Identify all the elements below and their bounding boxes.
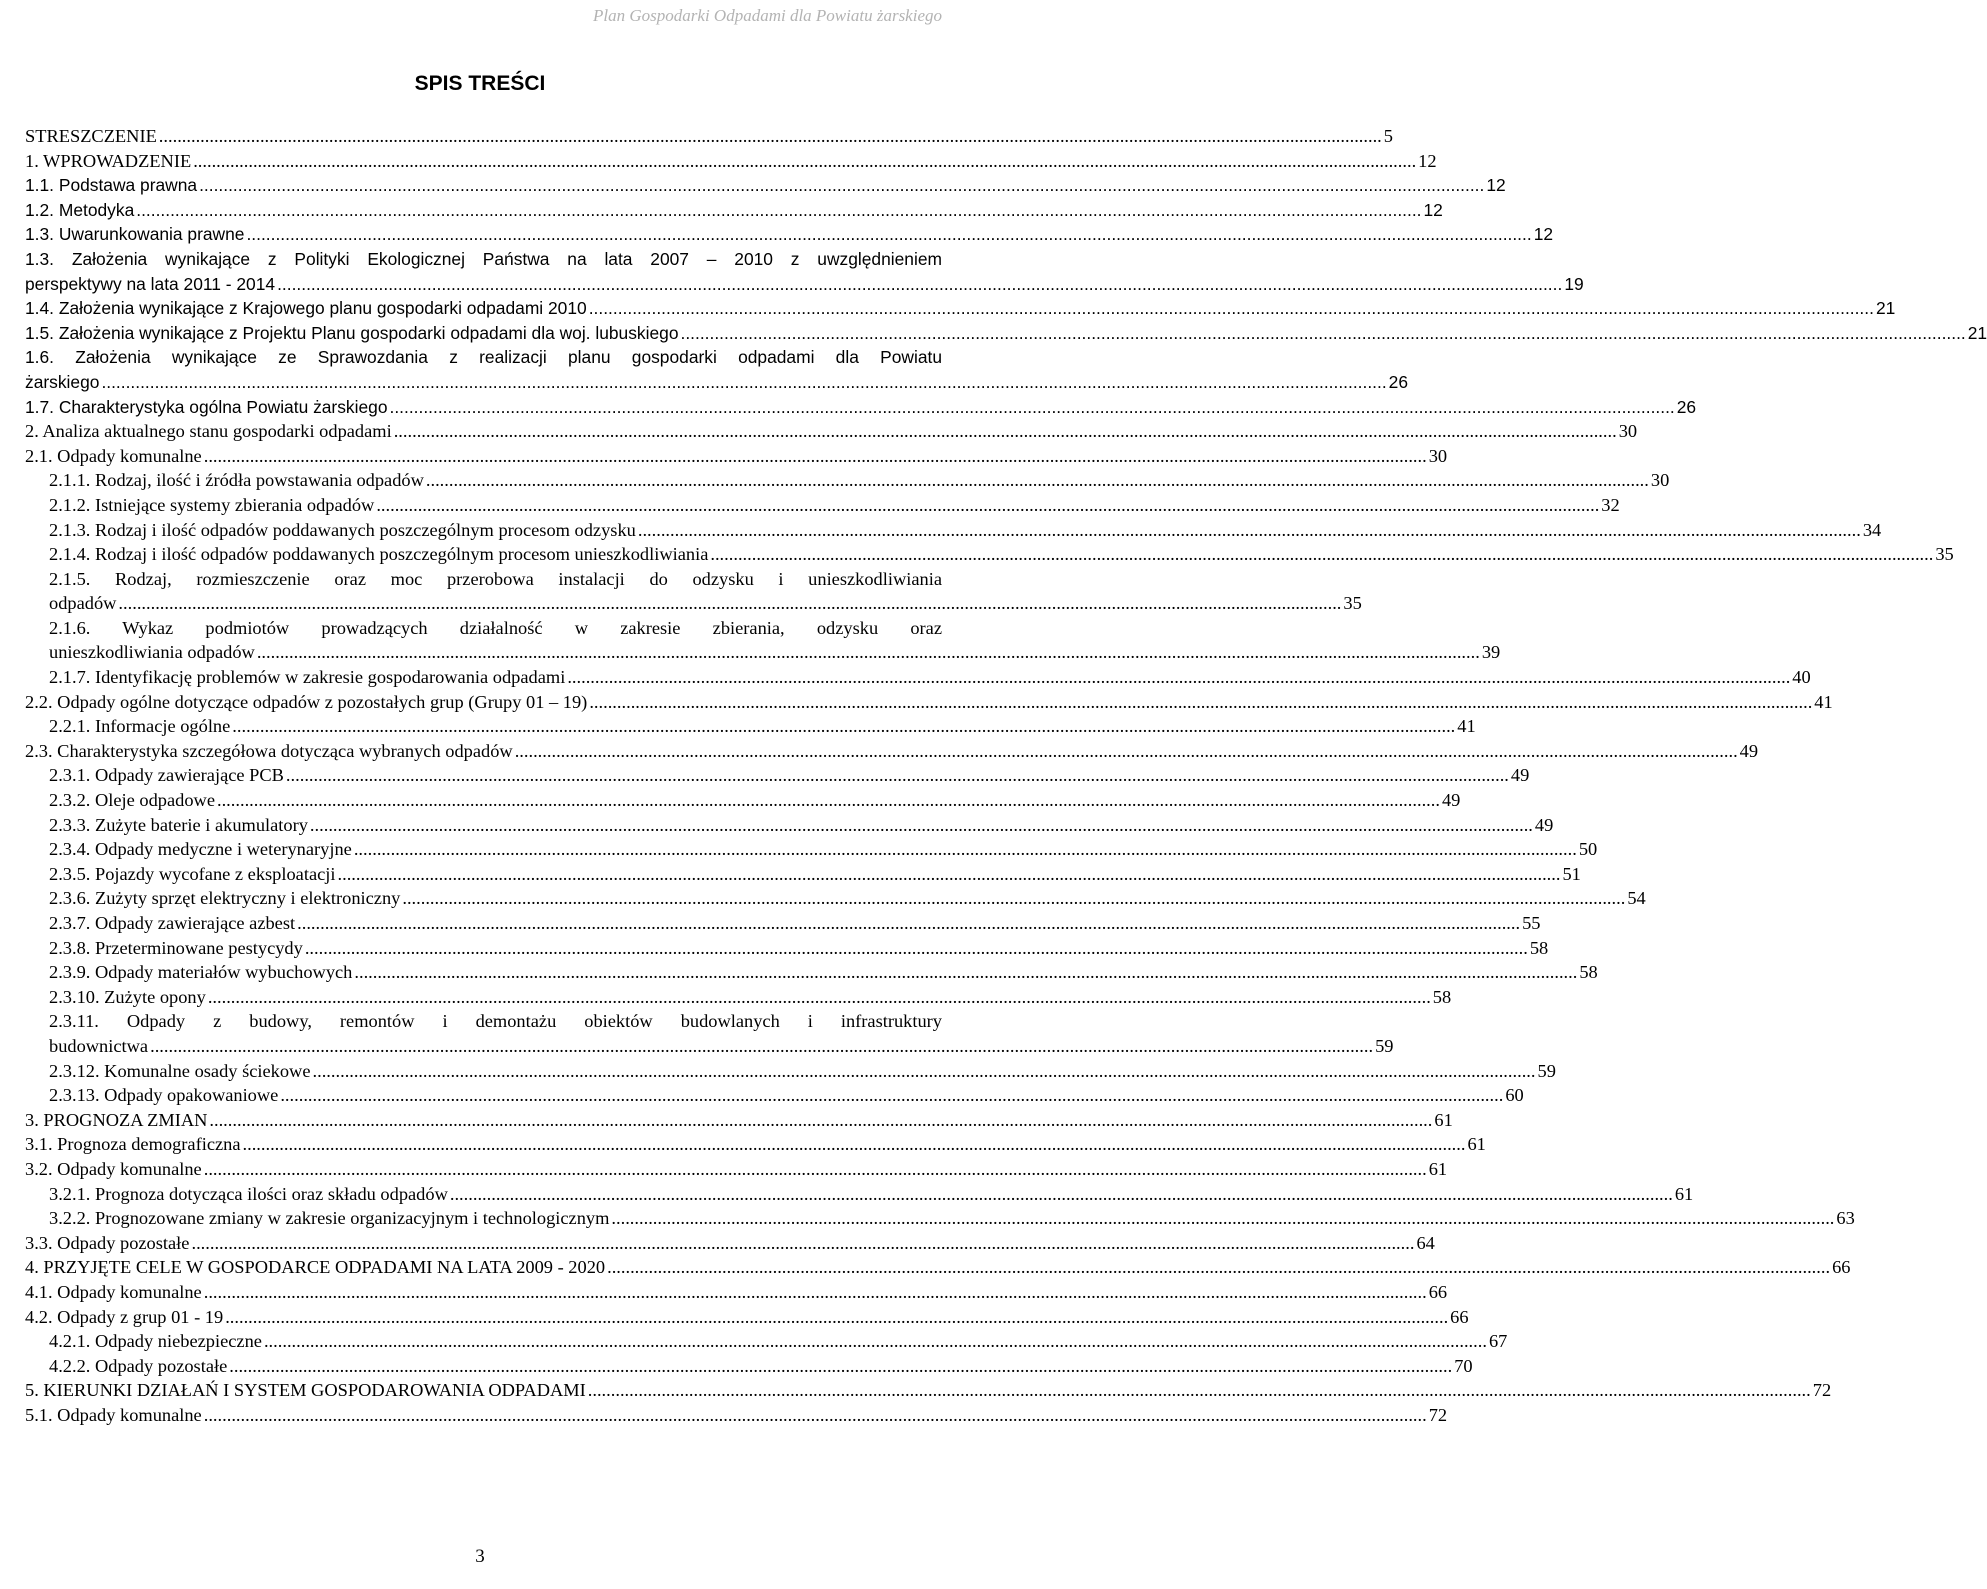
toc-entry[interactable]: [25, 1354, 1473, 1379]
toc-entry-title: 2. Analiza aktualnego stanu gospodarki odpadami: [25, 421, 392, 442]
toc-entry-page: 72: [1428, 1404, 1448, 1425]
dot-leader: ..........................................................................................................................................................................................................................................................................: [312, 1060, 1536, 1081]
toc-entry-title: 2.1.4. Rodzaj i ilość odpadów poddawanych poszczególnym procesom unieszkodliwiania: [49, 544, 709, 565]
toc-entry[interactable]: [25, 1009, 1394, 1058]
toc-entry-title: 2.3.10. Zużyte opony: [49, 986, 206, 1007]
toc-entry[interactable]: [25, 444, 1448, 469]
toc-entry-page: 61: [1674, 1183, 1694, 1204]
toc-entry-title: 1.5. Założenia wynikające z Projektu Planu gospodarki odpadami dla woj. lubuskiego: [25, 322, 679, 343]
toc-entry[interactable]: [25, 616, 1501, 665]
toc-entry-title: 4. PRZYJĘTE CELE W GOSPODARCE ODPADAMI NA LATA 2009 - 2020: [25, 1257, 606, 1278]
toc-entry[interactable]: [25, 960, 1598, 985]
toc-entry[interactable]: [25, 1280, 1448, 1305]
toc-entry[interactable]: [25, 911, 1541, 936]
running-header: Plan Gospodarki Odpadami dla Powiatu żarskiego: [593, 6, 942, 25]
dot-leader: ..........................................................................................................................................................................................................................................................................: [514, 740, 1738, 761]
toc-entry-page: 64: [1416, 1232, 1435, 1253]
toc-entry-title: 2.3.13. Odpady opakowaniowe: [49, 1085, 279, 1106]
toc-entry[interactable]: [25, 1157, 1448, 1182]
toc-entry-title: 1.4. Założenia wynikające z Krajowego planu gospodarki odpadami 2010: [25, 298, 587, 319]
toc-entry[interactable]: [25, 198, 1443, 223]
toc-entry-title: 2.3.8. Przeterminowane pestycydy: [49, 937, 303, 958]
toc-entry[interactable]: [25, 247, 1584, 296]
toc-entry-title-first-line: 2.1.5. Rodzaj, rozmieszczenie oraz moc przerobowa instalacji do odzysku i unieszkodliwiania: [49, 568, 942, 589]
toc-entry[interactable]: [25, 1083, 1524, 1108]
toc-entry[interactable]: [25, 468, 1670, 493]
toc-entry-page: 30: [1428, 445, 1448, 466]
toc-entry-title: budownictwa: [49, 1035, 149, 1056]
dot-leader: ..........................................................................................................................................................................................................................................................................: [203, 1404, 1427, 1425]
toc-entry-title: 2.1. Odpady komunalne: [25, 445, 202, 466]
toc-entry-title: 2.3.12. Komunalne osady ściekowe: [49, 1060, 311, 1081]
dot-leader: ..........................................................................................................................................................................................................................................................................: [402, 888, 1626, 909]
toc-entry-page: 55: [1522, 913, 1541, 933]
dot-leader: ..........................................................................................................................................................................................................................................................................: [710, 544, 1934, 565]
dot-leader: ..........................................................................................................................................................................................................................................................................: [158, 126, 1382, 146]
dot-leader: ..........................................................................................................................................................................................................................................................................: [337, 863, 1561, 884]
dot-leader: ..........................................................................................................................................................................................................................................................................: [229, 1355, 1453, 1376]
toc-entry[interactable]: [25, 395, 1697, 420]
dot-leader: ..........................................................................................................................................................................................................................................................................: [256, 642, 1480, 663]
dot-leader: ..........................................................................................................................................................................................................................................................................: [203, 1158, 1427, 1179]
toc-entry[interactable]: [25, 1182, 1694, 1207]
toc-entry-title: 2.3.2. Oleje odpadowe: [49, 790, 215, 811]
toc-entry-page: 60: [1505, 1085, 1524, 1106]
page-number: 3: [475, 1546, 485, 1567]
toc-entry[interactable]: [25, 222, 1554, 247]
toc-entry-title: 3.2. Odpady komunalne: [25, 1158, 202, 1179]
toc-entry[interactable]: [25, 1329, 1508, 1354]
dot-leader: ..........................................................................................................................................................................................................................................................................: [207, 986, 1431, 1007]
dot-leader: ..........................................................................................................................................................................................................................................................................: [425, 470, 1649, 491]
toc-entry-page: 58: [1529, 937, 1549, 958]
toc-entry-title: żarskiego: [25, 371, 100, 392]
dot-leader: ..........................................................................................................................................................................................................................................................................: [246, 224, 1532, 245]
toc-entry-title-first-line: 1.6. Założenia wynikające ze Sprawozdania z realizacji planu gospodarki odpadami dla Powiatu: [25, 347, 942, 368]
toc-entry-page: 67: [1488, 1331, 1508, 1352]
toc-entry[interactable]: [25, 1132, 1486, 1157]
dot-leader: ..........................................................................................................................................................................................................................................................................: [191, 1232, 1415, 1253]
toc-entry-page: 50: [1578, 839, 1598, 860]
toc-entry-page: 21: [1875, 298, 1896, 319]
dot-leader: ..........................................................................................................................................................................................................................................................................: [309, 814, 1533, 835]
toc-entry[interactable]: [25, 739, 1759, 764]
dot-leader: ..........................................................................................................................................................................................................................................................................: [589, 691, 1813, 712]
toc-entry-title: 1.7. Charakterystyka ogólna Powiatu żarskiego: [25, 396, 388, 417]
toc-entry[interactable]: [25, 296, 1896, 321]
toc-entry-title: 2.1.7. Identyfikację problemów w zakresie gospodarowania odpadami: [49, 667, 566, 688]
dot-leader: ..........................................................................................................................................................................................................................................................................: [389, 396, 1675, 417]
dot-leader: ..........................................................................................................................................................................................................................................................................: [118, 593, 1342, 614]
toc-entry-page: 49: [1739, 740, 1759, 761]
toc-entry-title: STRESZCZENIE: [25, 126, 157, 146]
dot-leader: ..........................................................................................................................................................................................................................................................................: [285, 765, 1509, 786]
toc-entry[interactable]: [25, 936, 1549, 961]
toc-entry-title: 1. WPROWADZENIE: [25, 150, 192, 171]
toc-entry-title: 2.3.6. Zużyty sprzęt elektryczny i elektroniczny: [49, 888, 401, 909]
toc-entry-page: 19: [1564, 273, 1584, 294]
toc-entry-title: 2.3.9. Odpady materiałów wybuchowych: [49, 962, 353, 983]
toc-entry-page: 72: [1812, 1380, 1832, 1401]
toc-entry[interactable]: [25, 1108, 1453, 1133]
toc-entry-title-first-line: 2.3.11. Odpady z budowy, remontów i demontażu obiektów budowlanych i infrastruktury: [49, 1011, 942, 1032]
toc-entry-page: 70: [1454, 1355, 1473, 1376]
dot-leader: ..........................................................................................................................................................................................................................................................................: [611, 1208, 1835, 1229]
toc-entry-title: unieszkodliwiania odpadów: [49, 642, 255, 663]
toc-entry-title: 5. KIERUNKI DZIAŁAŃ I SYSTEM GOSPODAROWANIA ODPADAMI: [25, 1380, 586, 1401]
dot-leader: ..........................................................................................................................................................................................................................................................................: [209, 1109, 1433, 1130]
toc-entry-page: 61: [1434, 1109, 1453, 1130]
toc-entry-page: 32: [1601, 494, 1620, 515]
toc-entry-page: 35: [1343, 593, 1362, 614]
dot-leader: ..........................................................................................................................................................................................................................................................................: [225, 1306, 1449, 1327]
toc-entry-page: 63: [1836, 1208, 1855, 1229]
toc-entry-title: 1.3. Uwarunkowania prawne: [25, 224, 245, 245]
toc-entry-page: 41: [1814, 691, 1833, 712]
toc-entry-title: 2.1.1. Rodzaj, ilość i źródła powstawania odpadów: [49, 470, 424, 491]
dot-leader: ..........................................................................................................................................................................................................................................................................: [150, 1035, 1374, 1056]
toc-entry-page: 39: [1481, 642, 1501, 663]
toc-entry-page: 12: [1423, 199, 1443, 220]
toc-entry-title: 2.3.7. Odpady zawierające azbest: [49, 913, 296, 933]
toc-entry-title: 3.2.2. Prognozowane zmiany w zakresie organizacyjnym i technologicznym: [49, 1208, 610, 1229]
toc-entry[interactable]: [25, 763, 1530, 788]
dot-leader: ..........................................................................................................................................................................................................................................................................: [587, 1380, 1811, 1401]
toc-entry-page: 30: [1650, 470, 1670, 491]
toc-entry-title: 2.3.4. Odpady medyczne i weterynaryjne: [49, 839, 352, 860]
toc-entry-title: 2.3. Charakterystyka szczegółowa dotycząca wybranych odpadów: [25, 740, 513, 761]
toc-entry-page: 61: [1467, 1134, 1486, 1155]
dot-leader: ..........................................................................................................................................................................................................................................................................: [353, 839, 1577, 860]
toc-entry[interactable]: [25, 813, 1554, 838]
dot-leader: ..........................................................................................................................................................................................................................................................................: [232, 716, 1456, 737]
toc-entry-title: 1.1. Podstawa prawna: [25, 175, 198, 196]
dot-leader: ..........................................................................................................................................................................................................................................................................: [193, 150, 1417, 171]
toc-entry[interactable]: [25, 1403, 1448, 1428]
toc-entry-title: 4.1. Odpady komunalne: [25, 1281, 202, 1302]
dot-leader: ..........................................................................................................................................................................................................................................................................: [203, 445, 1427, 466]
toc-entry-page: 41: [1457, 716, 1476, 737]
toc-entry-page: 26: [1676, 396, 1697, 417]
dot-leader: ..........................................................................................................................................................................................................................................................................: [216, 790, 1440, 811]
toc-entry-title: 1.2. Metodyka: [25, 199, 135, 220]
toc-entry-title: 4.2.1. Odpady niebezpieczne: [49, 1331, 262, 1352]
toc-entry-page: 59: [1537, 1060, 1556, 1081]
toc-entry-page: 66: [1832, 1257, 1851, 1278]
toc-entry-title: odpadów: [49, 593, 117, 614]
toc-entry-page: 49: [1441, 790, 1461, 811]
dot-leader: ..........................................................................................................................................................................................................................................................................: [680, 322, 1966, 343]
toc-entry-page: 49: [1510, 765, 1530, 786]
toc-entry[interactable]: [25, 321, 1987, 346]
toc-entry-page: 30: [1618, 421, 1638, 442]
dot-leader: ..........................................................................................................................................................................................................................................................................: [588, 298, 1874, 319]
toc-entry[interactable]: [25, 985, 1452, 1010]
dot-leader: ..........................................................................................................................................................................................................................................................................: [449, 1183, 1673, 1204]
toc-entry-title: 2.2.1. Informacje ogólne: [49, 716, 231, 737]
toc-entry[interactable]: [25, 518, 1882, 543]
toc-entry-page: 51: [1562, 863, 1581, 884]
dot-leader: ..........................................................................................................................................................................................................................................................................: [637, 519, 1861, 540]
dot-leader: ..........................................................................................................................................................................................................................................................................: [277, 273, 1563, 294]
dot-leader: ..........................................................................................................................................................................................................................................................................: [136, 199, 1422, 220]
toc-entry[interactable]: [25, 345, 1409, 394]
dot-leader: ..........................................................................................................................................................................................................................................................................: [304, 937, 1528, 958]
toc-entry-title: 2.3.1. Odpady zawierające PCB: [49, 765, 284, 786]
toc-entry-title: 2.3.5. Pojazdy wycofane z eksploatacji: [49, 863, 336, 884]
toc-entry[interactable]: [25, 1378, 1832, 1403]
toc-entry-title: 2.3.3. Zużyte baterie i akumulatory: [49, 814, 308, 835]
toc-entry[interactable]: [25, 542, 1954, 567]
toc-entry[interactable]: [25, 1059, 1556, 1084]
toc-entry-title: 3. PROGNOZA ZMIAN: [25, 1109, 208, 1130]
dot-leader: ..........................................................................................................................................................................................................................................................................: [242, 1134, 1466, 1155]
toc-entry-page: 26: [1388, 371, 1409, 392]
dot-leader: ..........................................................................................................................................................................................................................................................................: [297, 913, 1521, 933]
dot-leader: ..........................................................................................................................................................................................................................................................................: [393, 421, 1617, 442]
toc-entry-title: 3.2.1. Prognoza dotycząca ilości oraz składu odpadów: [49, 1183, 448, 1204]
toc-entry-page: 12: [1418, 150, 1437, 171]
dot-leader: ..........................................................................................................................................................................................................................................................................: [607, 1257, 1831, 1278]
toc-entry[interactable]: [25, 788, 1461, 813]
toc-entry-title: 2.2. Odpady ogólne dotyczące odpadów z pozostałych grup (Grupy 01 – 19): [25, 691, 588, 712]
toc-entry-page: 66: [1450, 1306, 1469, 1327]
toc-entry[interactable]: [25, 714, 1476, 739]
toc-entry[interactable]: [25, 419, 1638, 444]
toc-entry[interactable]: [25, 567, 1362, 616]
dot-leader: ..........................................................................................................................................................................................................................................................................: [354, 962, 1578, 983]
toc-entry-title: 3.3. Odpady pozostałe: [25, 1232, 190, 1253]
toc-entry[interactable]: [25, 862, 1581, 887]
toc-entry[interactable]: [25, 665, 1811, 690]
toc-entry-title: perspektywy na lata 2011 - 2014: [25, 273, 276, 294]
toc-entry-page: 21: [1967, 322, 1987, 343]
toc-entry-title-first-line: 2.1.6. Wykaz podmiotów prowadzących działalność w zakresie zbierania, odzysku oraz: [49, 617, 942, 638]
toc-entry[interactable]: [25, 1305, 1469, 1330]
toc-entry[interactable]: [25, 1206, 1855, 1231]
dot-leader: ..........................................................................................................................................................................................................................................................................: [280, 1085, 1504, 1106]
dot-leader: ..........................................................................................................................................................................................................................................................................: [567, 667, 1791, 688]
toc-entry-title: 4.2. Odpady z grup 01 - 19: [25, 1306, 224, 1327]
toc-entry[interactable]: [25, 886, 1646, 911]
toc-entry[interactable]: [25, 690, 1833, 715]
toc-entry-page: 58: [1579, 962, 1598, 983]
toc-entry[interactable]: [25, 493, 1620, 518]
table-of-contents: [25, 124, 1987, 1427]
dot-leader: ..........................................................................................................................................................................................................................................................................: [263, 1331, 1487, 1352]
toc-entry-title: 5.1. Odpady komunalne: [25, 1404, 202, 1425]
toc-entry-page: 34: [1862, 519, 1882, 540]
toc-entry-title-first-line: 1.3. Założenia wynikające z Polityki Ekologicznej Państwa na lata 2007 – 2010 z uwzględnieniem: [25, 248, 942, 269]
dot-leader: ..........................................................................................................................................................................................................................................................................: [101, 371, 1387, 392]
toc-entry-page: 12: [1533, 224, 1554, 245]
dot-leader: ..........................................................................................................................................................................................................................................................................: [199, 175, 1485, 196]
toc-entry-title: 4.2.2. Odpady pozostałe: [49, 1355, 228, 1376]
toc-entry[interactable]: [25, 149, 1437, 174]
toc-entry-page: 49: [1534, 814, 1554, 835]
toc-entry-page: 59: [1375, 1035, 1394, 1056]
toc-entry[interactable]: [25, 837, 1598, 862]
toc-entry-page: 40: [1792, 667, 1811, 688]
toc-entry-page: 54: [1627, 888, 1646, 909]
toc-entry[interactable]: [25, 173, 1506, 198]
toc-entry-page: 66: [1428, 1281, 1448, 1302]
dot-leader: ..........................................................................................................................................................................................................................................................................: [376, 494, 1600, 515]
toc-entry-page: 35: [1935, 544, 1954, 565]
toc-entry-page: 12: [1486, 175, 1506, 196]
dot-leader: ..........................................................................................................................................................................................................................................................................: [203, 1281, 1427, 1302]
toc-entry-title: 2.1.3. Rodzaj i ilość odpadów poddawanych poszczególnym procesom odzysku: [49, 519, 636, 540]
toc-entry-page: 58: [1432, 986, 1452, 1007]
toc-entry-title: 3.1. Prognoza demograficzna: [25, 1134, 241, 1155]
toc-entry[interactable]: [25, 1255, 1851, 1280]
toc-entry-page: 61: [1428, 1158, 1448, 1179]
toc-title: SPIS TREŚCI: [414, 72, 546, 95]
toc-entry[interactable]: [25, 124, 1393, 149]
toc-entry[interactable]: [25, 1231, 1435, 1256]
toc-entry-title: 2.1.2. Istniejące systemy zbierania odpadów: [49, 494, 375, 515]
toc-entry-page: 5: [1383, 126, 1393, 146]
